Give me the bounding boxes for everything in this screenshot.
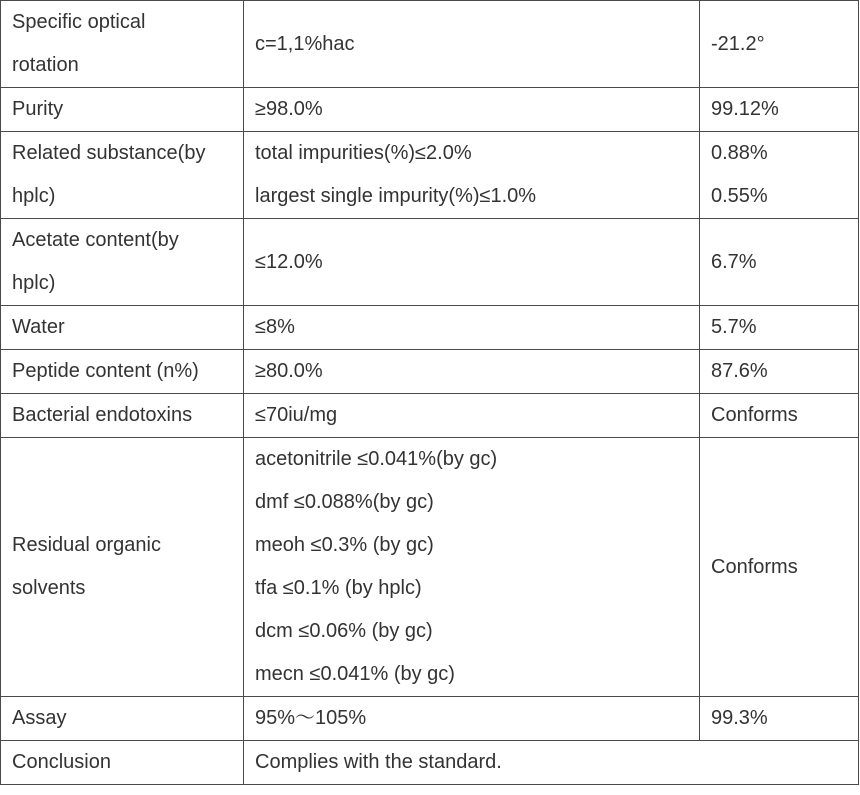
test-item-cell (1, 438, 244, 697)
table-row (1, 697, 859, 741)
test-item-cell-text: Acetate content(by (12, 229, 179, 251)
result-cell-text: 5.7% (711, 316, 757, 338)
result-cell-text: 0.55% (711, 185, 768, 207)
table-row (1, 132, 859, 219)
specification-cell-text: ≥98.0% (255, 98, 323, 120)
test-item-cell (1, 350, 244, 394)
result-cell (700, 306, 859, 350)
specification-cell-text: total impurities(%)≤2.0% (255, 142, 472, 164)
result-cell-text: 87.6% (711, 360, 768, 382)
result-cell (700, 219, 859, 306)
specification-cell (244, 88, 700, 132)
result-cell (700, 132, 859, 219)
conclusion-text: Complies with the standard. (244, 741, 859, 785)
test-item-cell-text: hplc) (12, 272, 56, 294)
table-row (1, 438, 859, 697)
table-row (1, 306, 859, 350)
conclusion-row (1, 741, 859, 785)
test-item-cell-text: Specific optical (12, 11, 146, 33)
specification-cell-text: mecn ≤0.041% (by gc) (255, 663, 455, 685)
result-cell (700, 350, 859, 394)
table-row (1, 350, 859, 394)
result-cell (700, 1, 859, 88)
specification-cell-text: acetonitrile ≤0.041%(by gc) (255, 448, 498, 470)
test-item-cell (1, 394, 244, 438)
specification-cell (244, 438, 700, 697)
test-item-cell (1, 697, 244, 741)
result-cell-text: 6.7% (711, 250, 757, 273)
test-item-cell-text: Peptide content (n%) (12, 360, 199, 382)
table-row (1, 88, 859, 132)
test-item-cell (1, 132, 244, 219)
specification-cell (244, 132, 700, 219)
test-item-cell-text: Water (12, 316, 65, 338)
conclusion-label: Conclusion (1, 741, 244, 785)
specification-cell-text: ≥80.0% (255, 360, 323, 382)
specification-table-body (1, 1, 859, 785)
specification-cell-text: dmf ≤0.088%(by gc) (255, 491, 434, 513)
specification-cell (244, 306, 700, 350)
specification-cell-text: meoh ≤0.3% (by gc) (255, 534, 434, 556)
specification-cell-text: largest single impurity(%)≤1.0% (255, 185, 537, 207)
result-cell (700, 394, 859, 438)
test-item-cell-text: Purity (12, 98, 64, 120)
result-cell-text: 99.3% (711, 707, 768, 729)
test-item-cell-text: Related substance(by (12, 142, 206, 164)
specification-cell (244, 394, 700, 438)
result-cell-text: 99.12% (711, 98, 779, 120)
specification-cell-text: tfa ≤0.1% (by hplc) (255, 577, 422, 599)
result-cell-text: Conforms (711, 555, 798, 578)
specification-cell (244, 350, 700, 394)
result-cell-text: 0.88% (711, 142, 768, 164)
test-item-cell-text: rotation (12, 54, 79, 76)
test-item-cell (1, 88, 244, 132)
specification-cell (244, 219, 700, 306)
specification-cell-text: ≤8% (255, 316, 295, 338)
test-item-cell-text: solvents (12, 577, 86, 599)
test-item-cell-text: hplc) (12, 185, 56, 207)
specification-cell-text: ≤70iu/mg (255, 404, 338, 426)
test-item-cell (1, 306, 244, 350)
specification-cell-text: 95%～105% (255, 707, 367, 729)
result-cell (700, 88, 859, 132)
specification-cell (244, 697, 700, 741)
test-item-cell-text: Bacterial endotoxins (12, 404, 193, 426)
table-row (1, 219, 859, 306)
specification-cell-text: c=1,1%hac (255, 32, 355, 55)
result-cell-text: Conforms (711, 404, 798, 426)
test-item-cell-text: Residual organic (12, 534, 161, 556)
result-cell-text: -21.2° (711, 32, 765, 55)
table-row (1, 1, 859, 88)
specification-cell-text: dcm ≤0.06% (by gc) (255, 620, 433, 642)
specification-cell-text: ≤12.0% (255, 250, 323, 273)
result-cell (700, 697, 859, 741)
result-cell (700, 438, 859, 697)
test-item-cell (1, 1, 244, 88)
table-row (1, 394, 859, 438)
test-item-cell (1, 219, 244, 306)
test-item-cell-text: Assay (12, 707, 67, 729)
specification-cell (244, 1, 700, 88)
